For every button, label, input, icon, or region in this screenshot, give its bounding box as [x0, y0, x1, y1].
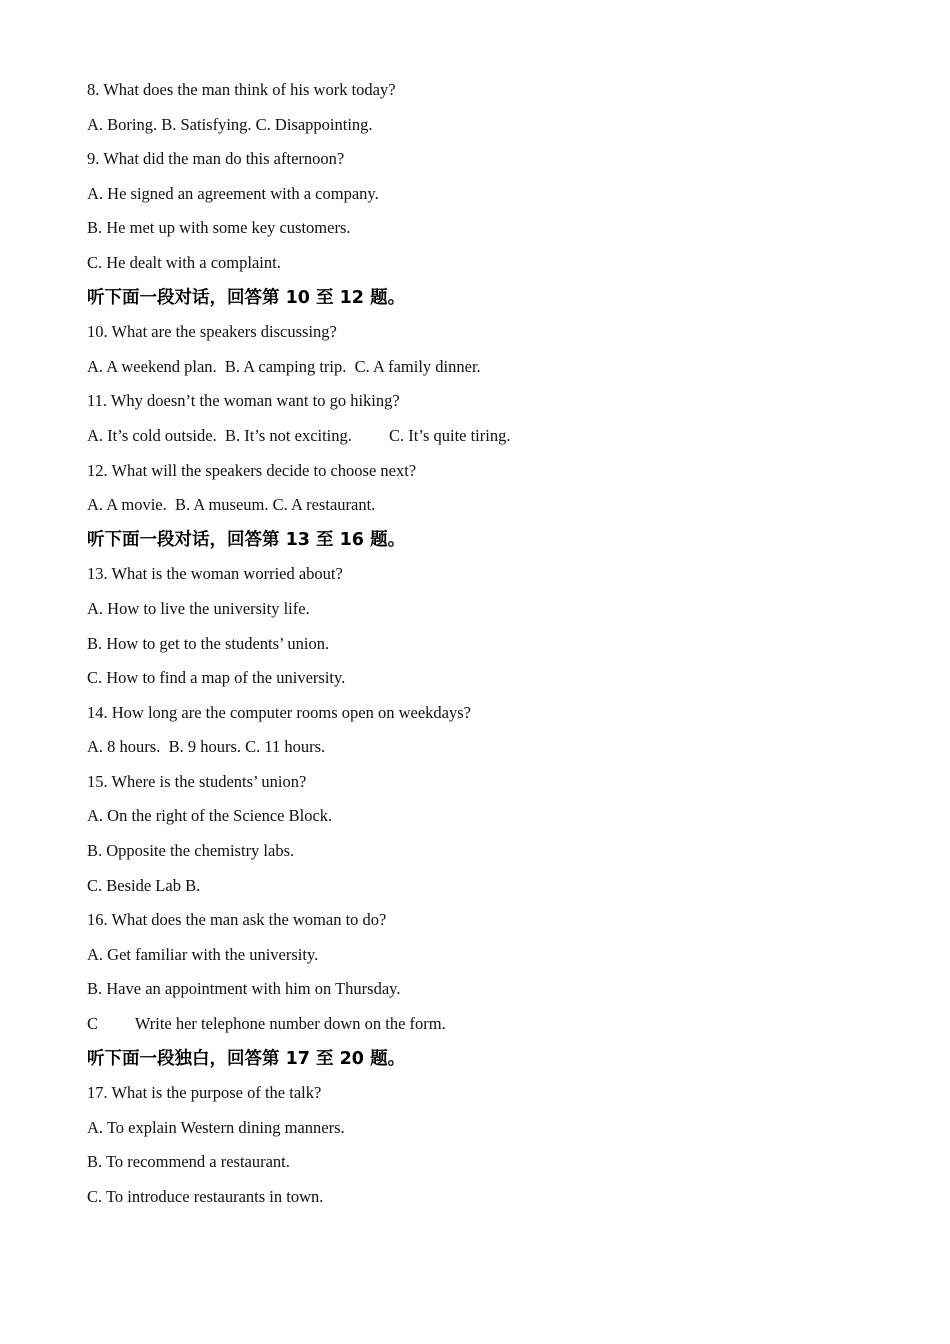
section-heading: 听下面一段对话，回答第 10 至 12 题。 [87, 287, 406, 308]
answer-option: C. He dealt with a complaint. [87, 252, 281, 272]
question-text: 11. Why doesn’t the woman want to go hiking? [87, 391, 400, 411]
answer-option: C. To introduce restaurants in town. [87, 1187, 324, 1206]
answer-option: C Write her telephone number down on the form. [87, 1014, 446, 1034]
question-text: 12. What will the speakers decide to choose next? [87, 460, 417, 480]
answer-option: B. Have an appointment with him on Thursday. [87, 979, 401, 999]
question-text: 8. What does the man think of his work today? [87, 80, 396, 99]
answer-option: B. How to get to the students’ union. [87, 633, 330, 653]
question-text: 9. What did the man do this afternoon? [87, 149, 345, 169]
answer-option: B. To recommend a restaurant. [87, 1152, 290, 1172]
answer-option: B. Opposite the chemistry labs. [87, 841, 295, 861]
question-text: 16. What does the man ask the woman to do? [87, 910, 387, 930]
question-text: 15. Where is the students’ union? [87, 771, 307, 791]
answer-option: C. How to find a map of the university. [87, 668, 346, 688]
answer-option: A. To explain Western dining manners. [87, 1117, 345, 1137]
answer-option: C. Beside Lab B. [87, 875, 201, 895]
answer-options: A. It’s cold outside. B. It’s not exciting. C. It’s quite tiring. [87, 425, 511, 445]
document-content [87, 73, 890, 1215]
question-text: 10. What are the speakers discussing? [87, 322, 337, 342]
section-heading: 听下面一段对话，回答第 13 至 16 题。 [87, 529, 406, 550]
question-text: 14. How long are the computer rooms open on weekdays? [87, 702, 471, 722]
question-text: 13. What is the woman worried about? [87, 564, 343, 584]
answer-options: A. A weekend plan. B. A camping trip. C. A family dinner. [87, 356, 481, 376]
answer-option: A. How to live the university life. [87, 598, 310, 618]
answer-options: A. Boring. B. Satisfying. C. Disappointing. [87, 114, 373, 134]
answer-option: A. He signed an agreement with a company. [87, 183, 379, 203]
answer-option: B. He met up with some key customers. [87, 218, 351, 238]
answer-option: A. On the right of the Science Block. [87, 806, 333, 826]
question-text: 17. What is the purpose of the talk? [87, 1083, 322, 1103]
answer-options: A. 8 hours. B. 9 hours. C. 11 hours. [87, 737, 326, 757]
answer-option: A. Get familiar with the university. [87, 944, 319, 964]
section-heading: 听下面一段独白，回答第 17 至 20 题。 [87, 1048, 406, 1069]
answer-options: A. A movie. B. A museum. C. A restaurant. [87, 495, 376, 515]
